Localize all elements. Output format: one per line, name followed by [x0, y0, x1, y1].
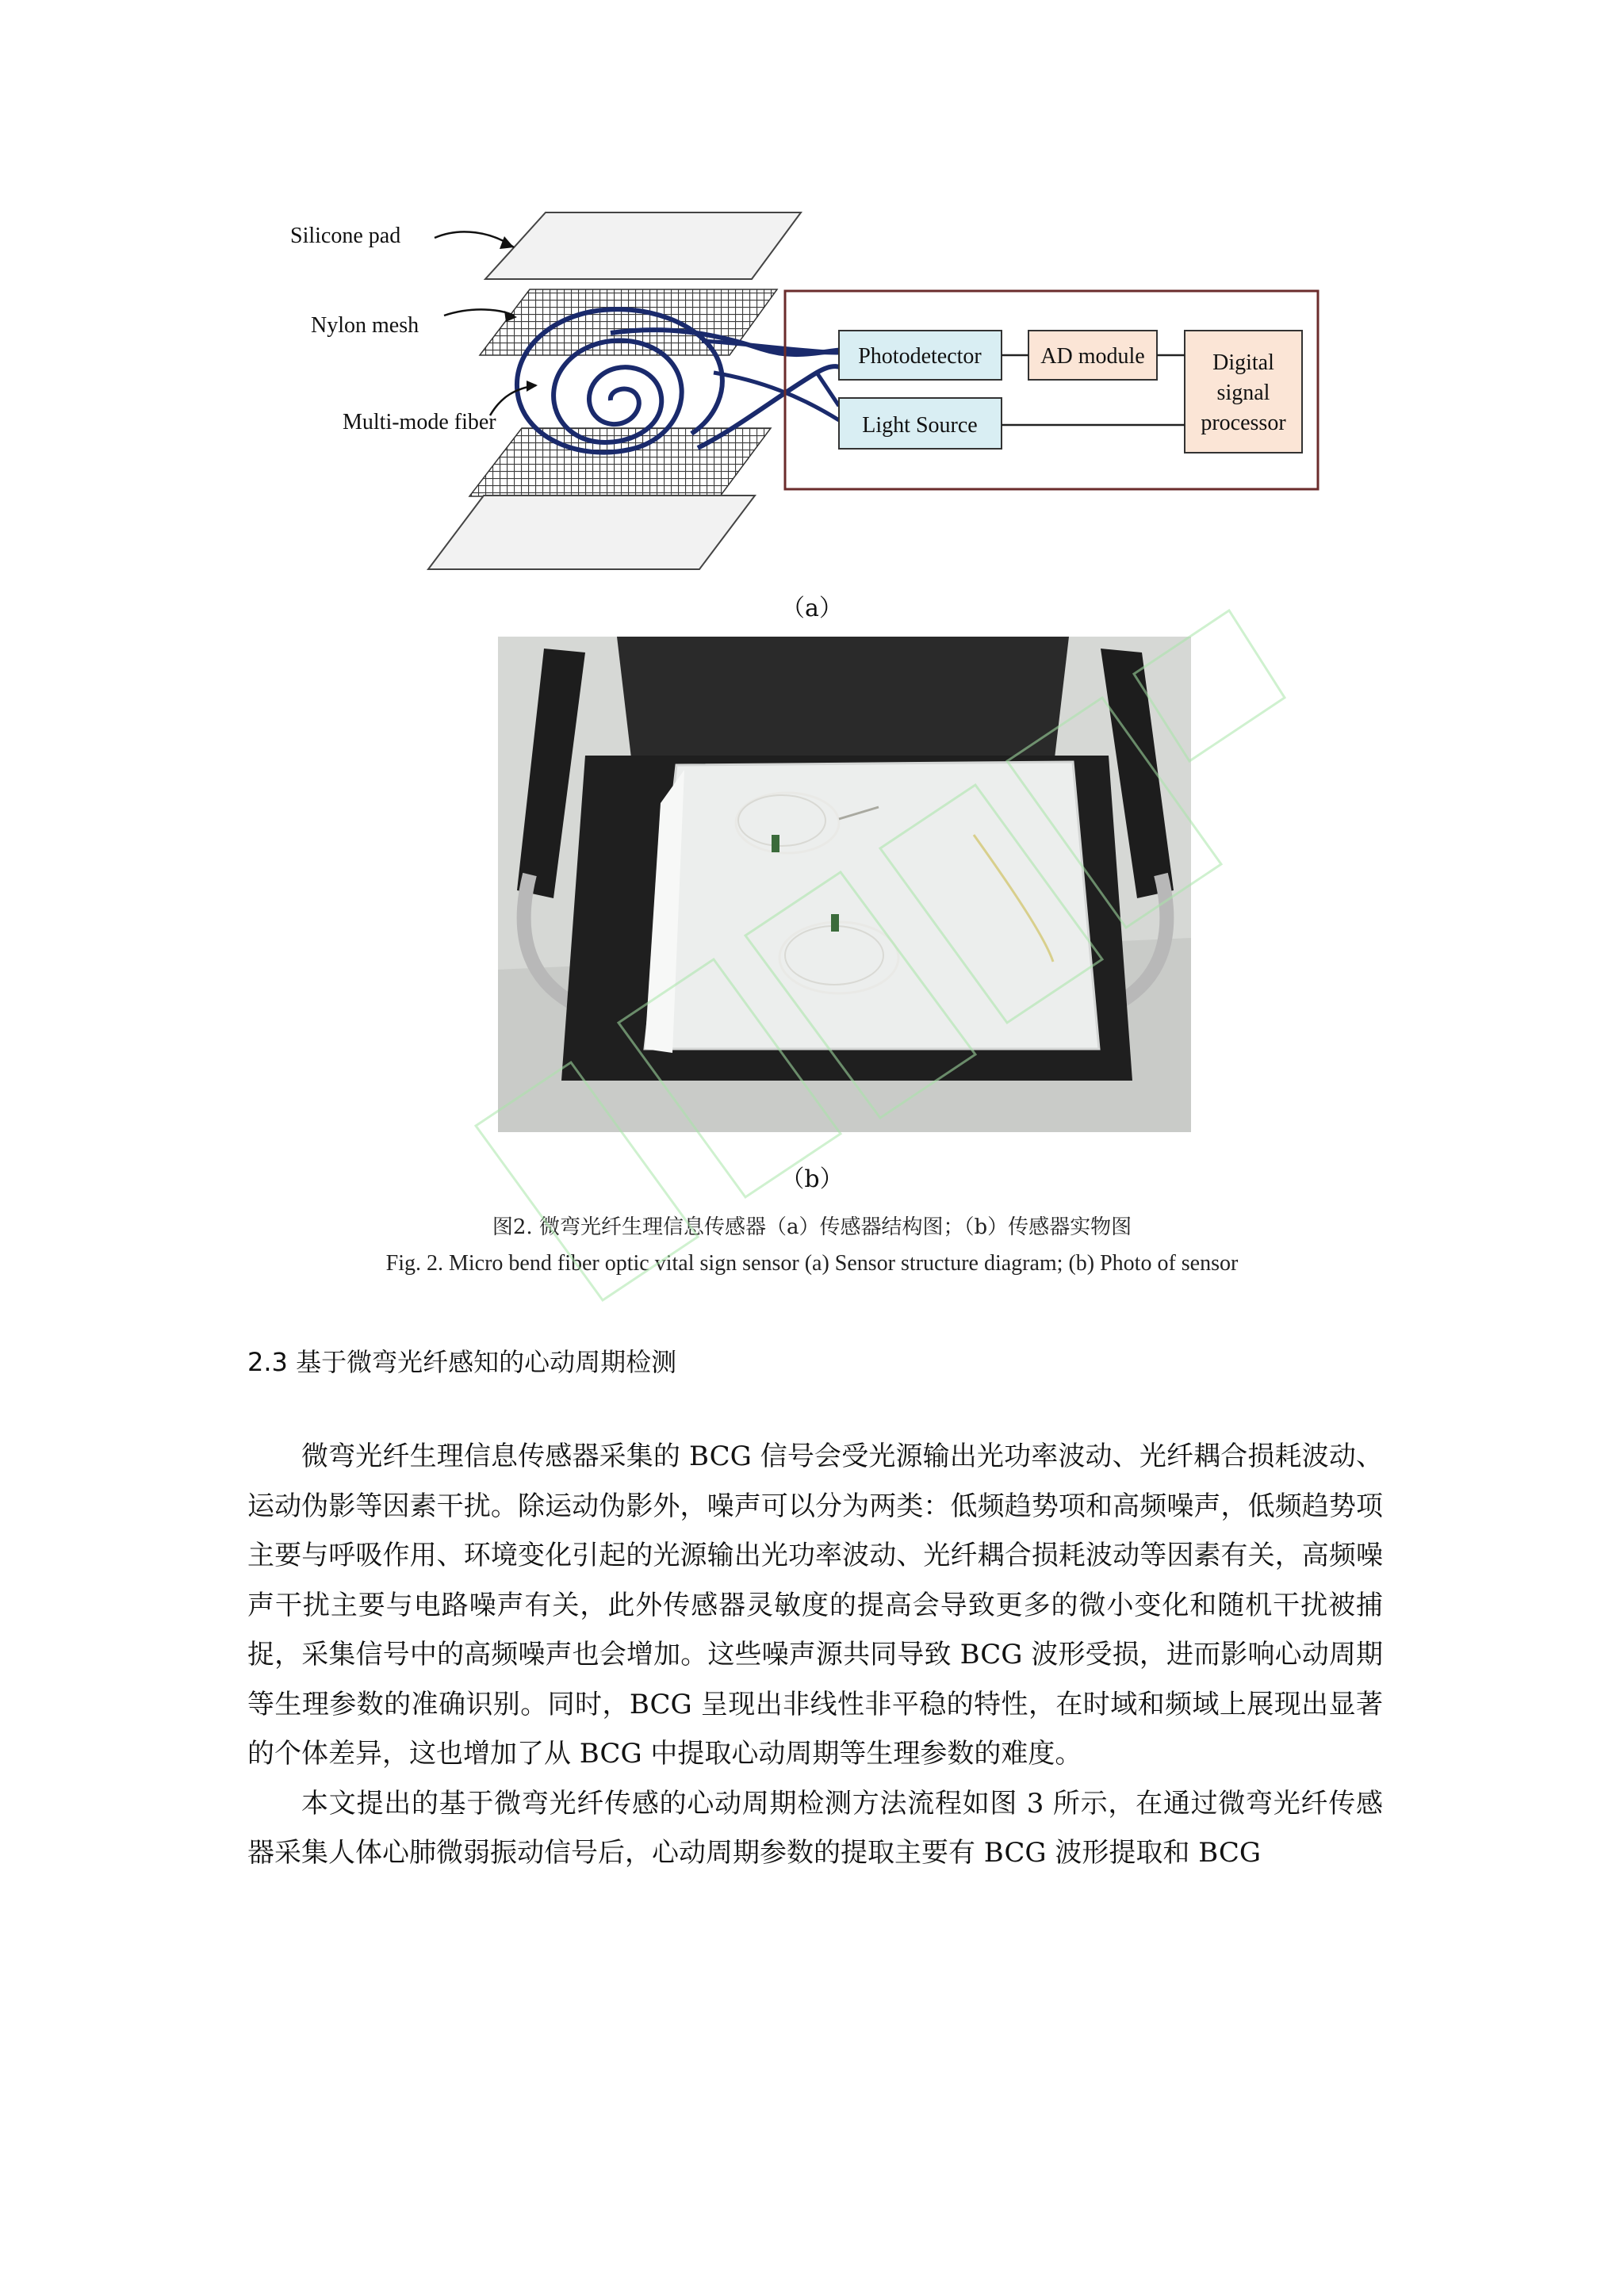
section-heading: 2.3 基于微弯光纤感知的心动周期检测	[247, 1347, 677, 1377]
structure-diagram-svg	[0, 0, 1624, 603]
label-silicone-pad: Silicone pad	[290, 224, 401, 248]
ad-module-label: AD module	[1040, 344, 1145, 369]
silicone-pad-top	[485, 212, 801, 279]
dsp-label-line3: processor	[1201, 411, 1286, 435]
figure-caption-en: Fig. 2. Micro bend fiber optic vital sign sensor (a) Sensor structure diagram; (b) Photo of sensor	[385, 1251, 1239, 1276]
sensor-photo-illustration	[498, 637, 1191, 1132]
silicone-pad-bottom	[428, 496, 755, 569]
subfigure-b-label: （b）	[780, 1165, 844, 1193]
dsp-label-line1: Digital	[1212, 350, 1274, 375]
sensor-photo	[498, 637, 1191, 1132]
body-text	[247, 1432, 1383, 1878]
label-multimode-fiber: Multi-mode fiber	[343, 410, 496, 434]
light-source-label: Light Source	[862, 413, 978, 438]
nylon-mesh-bottom	[469, 428, 771, 496]
sensor-pad	[645, 762, 1099, 1049]
photodetector-label: Photodetector	[858, 344, 982, 369]
figure-caption-cn: 图2. 微弯光纤生理信息传感器（a）传感器结构图；（b）传感器实物图	[492, 1215, 1132, 1239]
subfigure-a-label: （a）	[781, 595, 843, 622]
dsp-label-line2: signal	[1216, 381, 1270, 405]
nylon-mesh-top	[480, 289, 777, 355]
paragraph-2: 本文提出的基于微弯光纤传感的心动周期检测方法流程如图 3 所示，在通过微弯光纤传感器采集人体心肺微弱振动信号后，心动周期参数的提取主要有 BCG 波形提取和 BCG	[247, 1787, 1383, 1869]
paragraph-1: 微弯光纤生理信息传感器采集的 BCG 信号会受光源输出光功率波动、光纤耦合损耗波动、运动伪影等因素干扰。除运动伪影外，噪声可以分为两类：低频趋势项和高频噪声，低频趋势项主要与呼吸作用、环境变化引起的光源输出光功率波动、光纤耦合损耗波动等因素有关，高频噪声干扰主要与电路噪声有关，此外传感器灵敏度的提高会导致更多的微小变化和随机干扰被捕捉，采集信号中的高频噪声也会增加。这些噪声源共同导致 BCG 波形受损，进而影响心动周期等生理参数的准确识别。同时，BCG 呈现出非线性非平稳的特性，在时域和频域上展现出显著的个体差异，这也增加了从 BCG 中提取心动周期等生理参数的难度。	[247, 1441, 1383, 1770]
label-nylon-mesh: Nylon mesh	[311, 313, 419, 338]
